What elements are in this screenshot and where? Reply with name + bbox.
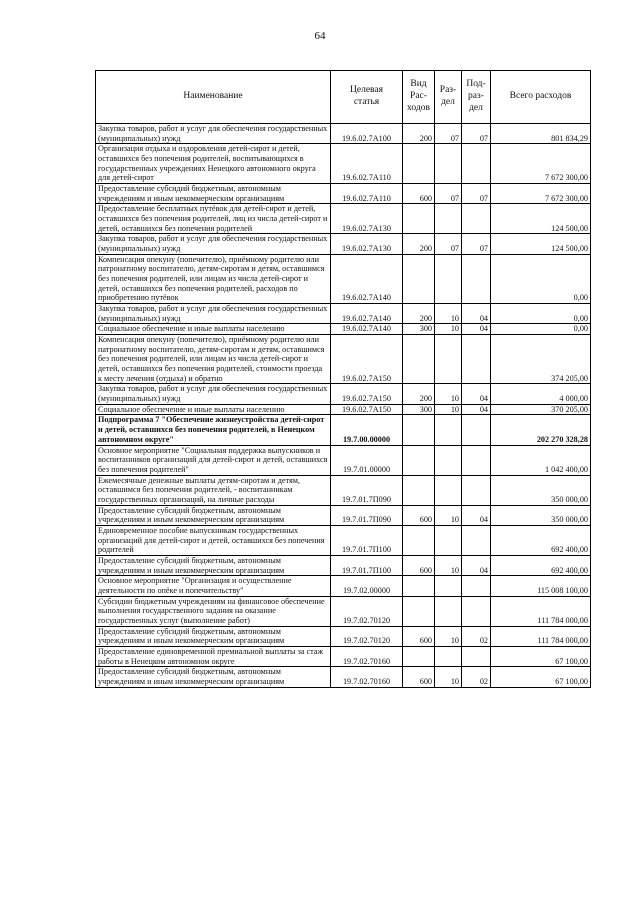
- row-podrazdel: 04: [462, 384, 491, 404]
- row-name: Закупка товаров, работ и услуг для обеспечения государственных (муниципальных) нужд: [96, 304, 331, 324]
- row-razdel: 10: [435, 304, 462, 324]
- row-amount: 115 008 100,00: [491, 576, 591, 596]
- row-name: Закупка товаров, работ и услуг для обеспечения государственных (муниципальных) нужд: [96, 384, 331, 404]
- row-name: Предоставление субсидий бюджетным, автономным учреждениям и иным некоммерческим организациям: [96, 626, 331, 646]
- row-amount: 692 400,00: [491, 525, 591, 555]
- page-number: 64: [314, 30, 326, 42]
- row-razdel: [435, 144, 462, 184]
- row-amount: 4 000,00: [491, 384, 591, 404]
- row-name: Ежемесячные денежные выплаты детям-сиротам и детям, оставшимся без попечения родителей, - воспитанникам государственных организаций, на личные расходы: [96, 475, 331, 505]
- row-vid: 600: [403, 667, 435, 687]
- row-razdel: [435, 576, 462, 596]
- row-podrazdel: 07: [462, 124, 491, 144]
- table-row: [96, 384, 591, 404]
- row-podrazdel: [462, 254, 491, 303]
- table-row: [96, 324, 591, 335]
- row-razdel: [435, 646, 462, 666]
- row-podrazdel: [462, 204, 491, 234]
- row-podrazdel: 04: [462, 505, 491, 525]
- row-name: Основное мероприятие "Социальная поддержка выпускников и воспитанников организаций для детей-сирот и детей, оставшихся без попечения родителей": [96, 445, 331, 475]
- row-razdel: [435, 445, 462, 475]
- row-amount: 350 000,00: [491, 475, 591, 505]
- table-row: [96, 475, 591, 505]
- row-vid: [403, 475, 435, 505]
- row-target-code: 19.7.01.7П090: [331, 475, 403, 505]
- row-name: Основное мероприятие "Организация и осуществление деятельности по опёке и попечительству": [96, 576, 331, 596]
- row-razdel: [435, 475, 462, 505]
- row-podrazdel: [462, 596, 491, 626]
- row-target-code: 19.6.02.7А150: [331, 335, 403, 384]
- row-podrazdel: [462, 144, 491, 184]
- row-vid: 600: [403, 505, 435, 525]
- row-amount: 202 270 328,28: [491, 415, 591, 445]
- row-amount: 370 205,00: [491, 404, 591, 415]
- row-vid: 600: [403, 184, 435, 204]
- row-target-code: 19.6.02.7А110: [331, 184, 403, 204]
- row-target-code: 19.7.00.00000: [331, 415, 403, 445]
- table-row: [96, 404, 591, 415]
- row-target-code: 19.6.02.7А130: [331, 204, 403, 234]
- row-amount: 7 672 300,00: [491, 144, 591, 184]
- row-target-code: 19.6.02.7А140: [331, 324, 403, 335]
- row-vid: 200: [403, 234, 435, 254]
- table-row: [96, 445, 591, 475]
- table-row: [96, 335, 591, 384]
- row-podrazdel: 04: [462, 324, 491, 335]
- row-vid: 600: [403, 555, 435, 575]
- row-razdel: 10: [435, 324, 462, 335]
- row-name: Предоставление субсидий бюджетным, автономным учреждениям и иным некоммерческим организациям: [96, 555, 331, 575]
- row-amount: 111 784 000,00: [491, 626, 591, 646]
- header-podrazdel: Под- раз- дел: [462, 71, 491, 124]
- row-podrazdel: 02: [462, 626, 491, 646]
- row-name: Субсидии бюджетным учреждениям на финансовое обеспечение выполнения государственного задания на оказание государственных услуг (выполнение работ): [96, 596, 331, 626]
- row-razdel: [435, 596, 462, 626]
- header-name: Наименование: [96, 71, 331, 124]
- row-name: Закупка товаров, работ и услуг для обеспечения государственных (муниципальных) нужд: [96, 234, 331, 254]
- row-vid: [403, 144, 435, 184]
- row-vid: [403, 445, 435, 475]
- row-target-code: 19.7.01.00000: [331, 445, 403, 475]
- row-vid: 600: [403, 626, 435, 646]
- row-name: Предоставление единовременной премиальной выплаты за стаж работы в Ненецком автономном округе: [96, 646, 331, 666]
- row-amount: 374 205,00: [491, 335, 591, 384]
- row-name: Организация отдыха и оздоровления детей-сирот и детей, оставшихся без попечения родителей, воспитывающихся в государственных учреждениях Ненецкого автономного округа для детей-сирот: [96, 144, 331, 184]
- row-name: Компенсация опекуну (попечителю), приёмному родителю или патронатному воспитателю, детям-сиротам и детям, оставшимся без попечения родителей, или лицам из числа детей-сирот и детей, оставшихся без попечения родителей, стоимости проезда к месту лечения (отдыха) и обратно: [96, 335, 331, 384]
- row-razdel: [435, 204, 462, 234]
- table-row: [96, 576, 591, 596]
- row-name: Компенсация опекуну (попечителю), приёмному родителю или патронатному воспитателю, детям-сиротам и детям, оставшимся без попечения родителей, или лицам из числа детей-сирот и детей, оставшихся без попечения родителей, расходов по приобретению путёвок: [96, 254, 331, 303]
- row-amount: 0,00: [491, 304, 591, 324]
- row-amount: 124 500,00: [491, 204, 591, 234]
- row-podrazdel: 07: [462, 184, 491, 204]
- row-amount: 67 100,00: [491, 667, 591, 687]
- row-podrazdel: 04: [462, 404, 491, 415]
- row-amount: 0,00: [491, 324, 591, 335]
- row-razdel: 10: [435, 404, 462, 415]
- row-vid: [403, 646, 435, 666]
- table-row: [96, 646, 591, 666]
- row-target-code: 19.6.02.7А130: [331, 234, 403, 254]
- row-razdel: 10: [435, 626, 462, 646]
- row-amount: 111 784 000,00: [491, 596, 591, 626]
- row-target-code: 19.7.02.70120: [331, 596, 403, 626]
- row-name: Закупка товаров, работ и услуг для обеспечения государственных (муниципальных) нужд: [96, 124, 331, 144]
- row-vid: [403, 596, 435, 626]
- row-target-code: 19.6.02.7А100: [331, 124, 403, 144]
- row-vid: 200: [403, 384, 435, 404]
- row-amount: 0,00: [491, 254, 591, 303]
- row-razdel: [435, 254, 462, 303]
- row-podrazdel: 04: [462, 304, 491, 324]
- row-razdel: 10: [435, 505, 462, 525]
- row-vid: [403, 335, 435, 384]
- row-target-code: 19.6.02.7А150: [331, 404, 403, 415]
- row-name: Подпрограмма 7 "Обеспечение жизнеустройства детей-сирот и детей, оставшихся без попечения родителей, в Ненецком автономном округе": [96, 415, 331, 445]
- row-target-code: 19.7.01.7П100: [331, 525, 403, 555]
- row-target-code: 19.7.01.7П100: [331, 555, 403, 575]
- row-amount: 692 400,00: [491, 555, 591, 575]
- header-total: Всего расходов: [491, 71, 591, 124]
- row-name: Социальное обеспечение и иные выплаты населению: [96, 404, 331, 415]
- table-row: [96, 555, 591, 575]
- table-row: [96, 144, 591, 184]
- table-row: [96, 124, 591, 144]
- table-row: [96, 525, 591, 555]
- row-target-code: 19.6.02.7А150: [331, 384, 403, 404]
- row-vid: [403, 525, 435, 555]
- row-target-code: 19.7.02.70160: [331, 667, 403, 687]
- row-name: Предоставление субсидий бюджетным, автономным учреждениям и иным некоммерческим организациям: [96, 505, 331, 525]
- row-vid: 300: [403, 324, 435, 335]
- table-body: [96, 124, 591, 688]
- table-row: [96, 204, 591, 234]
- row-podrazdel: [462, 445, 491, 475]
- row-vid: [403, 415, 435, 445]
- row-vid: 200: [403, 304, 435, 324]
- table-row: [96, 667, 591, 687]
- row-razdel: 07: [435, 124, 462, 144]
- row-name: Предоставление субсидий бюджетным, автономным учреждениям и иным некоммерческим организациям: [96, 184, 331, 204]
- row-podrazdel: 04: [462, 555, 491, 575]
- row-razdel: 07: [435, 234, 462, 254]
- row-target-code: 19.6.02.7А140: [331, 254, 403, 303]
- table-row: [96, 626, 591, 646]
- row-amount: 801 834,29: [491, 124, 591, 144]
- row-vid: [403, 576, 435, 596]
- row-amount: 124 500,00: [491, 234, 591, 254]
- row-podrazdel: [462, 576, 491, 596]
- row-target-code: 19.7.01.7П090: [331, 505, 403, 525]
- table-header-row: [96, 71, 591, 124]
- header-razdel: Раз- дел: [435, 71, 462, 124]
- row-target-code: 19.7.02.70160: [331, 646, 403, 666]
- header-target: Целевая статья: [331, 71, 403, 124]
- row-podrazdel: [462, 646, 491, 666]
- row-vid: [403, 204, 435, 234]
- row-vid: [403, 254, 435, 303]
- row-target-code: 19.7.02.00000: [331, 576, 403, 596]
- row-name: Социальное обеспечение и иные выплаты населению: [96, 324, 331, 335]
- row-podrazdel: 07: [462, 234, 491, 254]
- table-row: [96, 304, 591, 324]
- row-amount: 1 042 400,00: [491, 445, 591, 475]
- row-target-code: 19.7.02.70120: [331, 626, 403, 646]
- budget-table: [95, 70, 591, 688]
- table-row: [96, 415, 591, 445]
- row-razdel: [435, 415, 462, 445]
- row-name: Единовременное пособие выпускникам государственных организаций для детей-сирот и детей, оставшихся без попечения родителей: [96, 525, 331, 555]
- header-vid: Вид Рас- ходов: [403, 71, 435, 124]
- row-razdel: 07: [435, 184, 462, 204]
- row-razdel: 10: [435, 384, 462, 404]
- row-name: Предоставление субсидий бюджетным, автономным учреждениям и иным некоммерческим организациям: [96, 667, 331, 687]
- row-target-code: 19.6.02.7А110: [331, 144, 403, 184]
- table-row: [96, 505, 591, 525]
- row-amount: 67 100,00: [491, 646, 591, 666]
- row-podrazdel: [462, 415, 491, 445]
- row-podrazdel: [462, 475, 491, 505]
- row-amount: 350 000,00: [491, 505, 591, 525]
- row-razdel: 10: [435, 555, 462, 575]
- row-podrazdel: [462, 335, 491, 384]
- row-razdel: [435, 335, 462, 384]
- table-row: [96, 184, 591, 204]
- row-vid: 300: [403, 404, 435, 415]
- row-vid: 200: [403, 124, 435, 144]
- row-razdel: [435, 525, 462, 555]
- row-amount: 7 672 300,00: [491, 184, 591, 204]
- row-target-code: 19.6.02.7А140: [331, 304, 403, 324]
- row-razdel: 10: [435, 667, 462, 687]
- table-row: [96, 254, 591, 303]
- row-podrazdel: 02: [462, 667, 491, 687]
- table-row: [96, 234, 591, 254]
- row-name: Предоставление бесплатных путёвок для детей-сирот и детей, оставшихся без попечения родителей, лиц из числа детей-сирот и детей, оставшихся без попечения родителей: [96, 204, 331, 234]
- row-podrazdel: [462, 525, 491, 555]
- table-row: [96, 596, 591, 626]
